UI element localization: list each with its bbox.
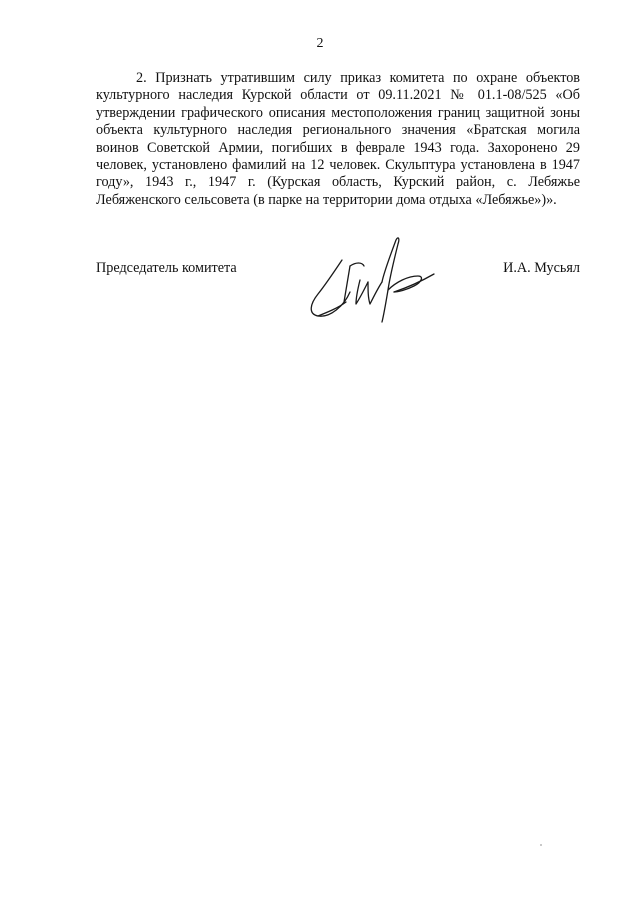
scan-speck	[540, 844, 542, 846]
handwritten-signature	[304, 232, 440, 324]
order-paragraph: 2. Признать утратившим силу приказ комитета по охране объектов культурного наследия Курской области от 09.11.2021 № 01.1-08/525 «Об утверждении графического описания местоположения границ защитной зоны объекта культурного наследия регионального значения «Братская могила воинов Советской Армии, погибших в феврале 1943 года. Захоронено 29 человек, установлено фамилий на 12 человек. Скульптура установлена в 1947 году», 1943 г., 1947 г. (Курская область, Курский район, с. Лебяжье Лебяженского сельсовета (в парке на территории дома отдыха «Лебяжье»)».	[96, 70, 580, 208]
signatory-title: Председатель комитета	[96, 260, 237, 276]
page-number: 2	[316, 36, 324, 51]
signatory-name: И.А. Мусьял	[503, 260, 580, 276]
